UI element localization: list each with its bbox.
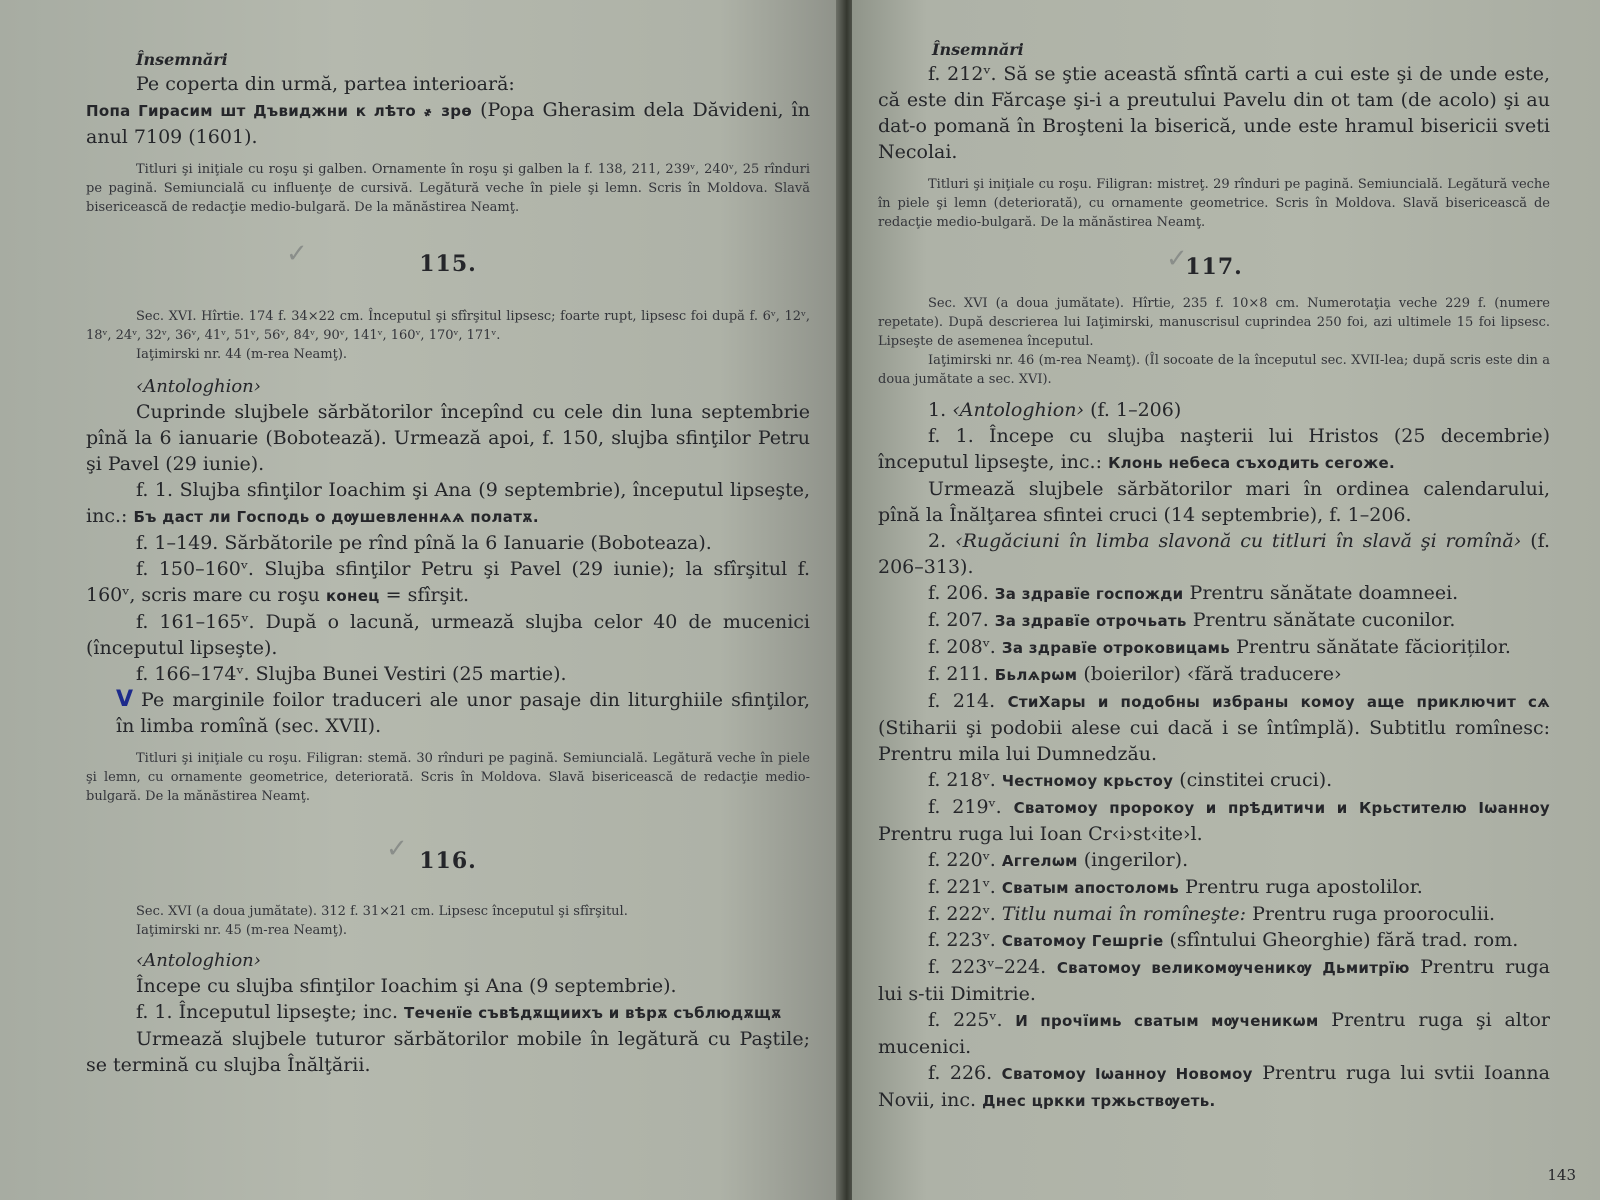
insemnari-label: Însemnări: [136, 50, 228, 69]
folio-entry: f. 226. Сватомоу Iωанноу Новомоу Prentru ruga lui svtii Ioanna Novii, inc. Днес цркки тржьствѹеть.: [878, 1062, 1550, 1111]
manuscript-number-116: ✓ 116.: [386, 834, 477, 874]
ms117-item1-b: Urmează slujbele sărbătorilor mari în ordinea calendarului, pînă la Înălţarea sfintei cruci (14 septembrie), f. 1–206.: [878, 478, 1550, 526]
checkmark-icon: ✓: [386, 834, 409, 864]
folio-entry: f. 211. Бьлѧрωм (boierilor) ‹fără traducere›: [928, 663, 1342, 685]
folio-entry: f. 214. СтиХары и подобны избраны комоу аще приключит сѧ (Stiharii şi podobii alese cui dacă i se întîmplă). Subtitlu romînesc: Prentru mila lui Dumnedzău.: [878, 690, 1550, 765]
folio-entry: f. 223ᵛ. Сватомоу Гешргiе (sfîntului Gheorghie) fără trad. rom.: [928, 929, 1519, 951]
notes-114: Titluri şi iniţiale cu roşu şi galben. Ornamente în roşu şi galben la f. 138, 211, 239ᵛ, 240ᵛ, 25 rînduri pe pagină. Semiuncială cu influenţe de cursivă. Legătură veche în piele şi lemn. Scris în Moldova. Slavă bisericească de redacţie medio-bulgară. De la mănăstirea Neamţ.: [86, 162, 810, 215]
ms115-p7: V Pe marginile foilor traduceri ale unor pasaje din liturghiile sfinţilor, în limba romînă (sec. XVII).: [116, 687, 810, 737]
ms117-item2: 2. ‹Rugăciuni în limba slavonă cu titluri în slavă şi romînă› (f. 206–313).: [878, 530, 1550, 578]
folio-entry: f. 225ᵛ. И прочїимь сватым мѹченикωм Prentru ruga şi altor mucenici.: [878, 1009, 1551, 1058]
checkmark-icon: ✓: [286, 239, 309, 269]
ms115-p5: f. 161–165ᵛ. După o lacună, urmează slujba celor 40 de mucenici (începutul lipseşte).: [86, 611, 810, 659]
ms115-title: ‹Antologhion›: [136, 376, 261, 397]
folio-entry: f. 219ᵛ. Сватомоу пророкоу и прѣдитичи и Крьстителю Iωанноу Prentru ruga lui Ioan Cr‹i›st‹ite›l.: [878, 796, 1550, 845]
ms115-description: Sec. XVI. Hîrtie. 174 f. 34×22 cm. Începutul şi sfîrşitul lipsesc; foarte rupt, lipsesc foi după f. 6ᵛ, 12ᵛ, 18ᵛ, 24ᵛ, 32ᵛ, 36ᵛ, 41ᵛ, 51ᵛ, 56ᵛ, 84ᵛ, 90ᵛ, 141ᵛ, 160ᵛ, 170ᵛ, 171ᵛ.: [86, 309, 810, 343]
ms115-p6: f. 166–174ᵛ. Slujba Bunei Vestiri (25 martie).: [136, 663, 567, 685]
cover-note: Pe coperta din urmă, partea interioară: Попа Гирасим шт Дъвиджни к лѣто ҂ зрѳ (Popa Gherasim dela Dăvideni, în anul 7109 (1601).: [86, 73, 810, 148]
folio-entry: f. 206. За здравїе госпожди Prentru sănătate doamneei.: [928, 582, 1459, 604]
ms115-p3: f. 1–149. Sărbătorile pe rînd pînă la 6 Ianuarie (Boboteaza).: [136, 532, 712, 554]
page-number: 143: [1547, 1166, 1576, 1184]
folio-entry: f. 207. За здравїе отрочьать Prentru sănătate cuconilor.: [928, 609, 1456, 631]
insemnari-label-right: Însemnări: [932, 40, 1024, 59]
ms115-reference: Iaţimirski nr. 44 (m-rea Neamţ).: [136, 347, 348, 362]
folio-entry: f. 220ᵛ. Аггелωм (ingerilor).: [928, 849, 1189, 871]
ms115-p2: f. 1. Slujba sfinţilor Ioachim şi Ana (9 septembrie), începutul lipseşte, inc.: Бъ даст ли Господь о дѹшевленнѧѧ полатѫ.: [86, 479, 810, 527]
ownership-note: f. 212ᵛ. Să se ştie această sfîntă carti a cui este şi de unde este, că este din Fărcaşe şi-i a preutului Pavelu din ot tam (de acolo) şi au dat-o pomană în Broşteni la biserică, unde este hramul bisericii sveti Necolai.: [878, 63, 1550, 163]
ms116-description: Sec. XVI (a doua jumătate). 312 f. 31×21 cm. Lipsesc începutul şi sfîrşitul.: [136, 904, 628, 919]
ms117-item1: 1. ‹Antologhion› (f. 1–206): [928, 399, 1182, 421]
ms117-item1-a: f. 1. Începe cu slujba naşterii lui Hristos (25 decembrie) începutul lipseşte, inc.: Клонь небеса съходить сегоже.: [878, 425, 1550, 473]
right-page: [852, 0, 1600, 1200]
ms116-p1: Începe cu slujba sfinţilor Ioachim şi Ana (9 septembrie).: [136, 975, 677, 997]
ms116-reference: Iaţimirski nr. 45 (m-rea Neamţ).: [136, 923, 348, 938]
folio-entry: f. 222ᵛ. Titlu numai în romîneşte: Prentru ruga prooroculii.: [928, 903, 1496, 925]
ms116-title: ‹Antologhion›: [136, 950, 261, 971]
manuscript-number-117: ✓ 117.: [1166, 244, 1243, 280]
ms115-notes: Titluri şi iniţiale cu roşu. Filigran: stemă. 30 rînduri pe pagină. Semiuncială. Legătură veche în piele şi lemn, cu ornamente geometrice, deteriorată. Scris în Moldova. Slavă bisericească de redacţie medio-bulgară. De la mănăstirea Neamţ.: [86, 751, 810, 804]
folio-entries: [878, 580, 1550, 1114]
margin-v-mark: V: [116, 687, 134, 712]
folio-entry: f. 223ᵛ–224. Сватомоу великомѹченикѹ Дьмитрїю Prentru ruga lui s-tii Dimitrie.: [878, 956, 1550, 1005]
ms115-p1: Cuprinde slujbele sărbătorilor începînd cu cele din luna septembrie pînă la 6 ianuarie (Bobotează). Urmează apoi, f. 150, slujba sfinţilor Petru şi Pavel (29 iunie).: [86, 401, 810, 475]
checkmark-icon: ✓: [1166, 244, 1189, 274]
folio-entry: f. 218ᵛ. Честномоу крьстоу (cinstitei cruci).: [928, 769, 1333, 791]
ms117-reference: Iaţimirski nr. 46 (m-rea Neamţ). (Îl socoate de la începutul sec. XVII-lea; după scris este din a doua jumătate a sec. XVI).: [878, 353, 1550, 387]
notes-116-right: Titluri şi iniţiale cu roşu. Filigran: mistreţ. 29 rînduri pe pagină. Semiuncială. Legătură veche în piele şi lemn (deteriorată), cu ornamente geometrice. Scris în Moldova. Slavă bisericească de redacţie medio-bulgară. De la mănăstirea Neamţ.: [878, 177, 1550, 230]
folio-entry: f. 221ᵛ. Сватым апостоломь Prentru ruga apostolilor.: [928, 876, 1423, 898]
ms116-p3: Urmează slujbele tuturor sărbătorilor mobile în legătură cu Paştile; se termină cu slujba Înălţării.: [86, 1028, 810, 1076]
ms116-p2: f. 1. Începutul lipseşte; inc. Теченїе съвѣдѫщиихъ и вѣрѫ съблюдѫщѫ: [136, 1001, 782, 1023]
folio-entry: f. 208ᵛ. За здравїе отроковицамь Prentru sănătate făcioriților.: [928, 636, 1511, 658]
ms115-p4: f. 150–160ᵛ. Slujba sfinţilor Petru şi Pavel (29 iunie); la sfîrşitul f. 160ᵛ, scris mare cu roşu конец = sfîrşit.: [86, 558, 810, 606]
ms117-description: Sec. XVI (a doua jumătate). Hîrtie, 235 f. 10×8 cm. Numerotaţia veche 229 f. (numere repetate). După descrierea lui Iaţimirski, manuscrisul cuprindea 250 foi, azi ultimele 15 foi lipsesc. Lipseşte de asemenea începutul.: [878, 296, 1550, 349]
manuscript-number-115: ✓ 115.: [286, 239, 477, 277]
